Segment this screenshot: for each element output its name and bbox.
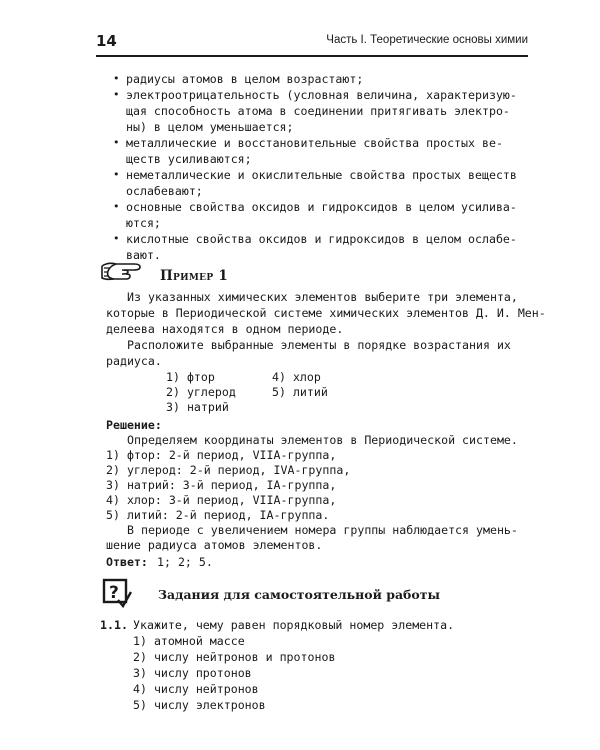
solution-item: 4) хлор: 3-й период, VIIA-группа, — [106, 493, 337, 507]
question-option: 5) числу электронов — [133, 698, 266, 712]
bullet-line: металлические и восстановительные свойства простых ве- — [126, 136, 503, 150]
bullet-line: щая способность атома в соединении притягивать электро- — [126, 104, 510, 118]
bullet-line: основные свойства оксидов и гидроксидов в целом усилива- — [126, 200, 517, 214]
bullet-line: вают. — [126, 248, 161, 262]
example-option: 3) натрий — [166, 400, 229, 414]
solution-item: 1) фтор: 2-й период, VIIA-группа, — [106, 448, 337, 462]
tasks-section-title: Задания для самостоятельной работы — [158, 587, 441, 602]
pointing-hand-icon — [100, 258, 144, 284]
solution-intro: Определяем координаты элементов в Периодической системе. — [127, 433, 518, 447]
bullet-icon: • — [113, 136, 120, 149]
bullet-line: ществ усиливаются; — [126, 152, 252, 166]
bullet-icon: • — [113, 232, 120, 245]
question-option: 2) числу нейтронов и протонов — [133, 650, 336, 664]
running-title: Часть I. Теоретические основы химии — [326, 34, 528, 46]
answer-value: 1; 2; 5. — [157, 555, 213, 569]
example-option: 2) углерод — [166, 385, 236, 399]
example-title: Пример 1 — [160, 268, 229, 284]
bullet-icon: • — [113, 88, 120, 101]
question-option: 4) числу нейтронов — [133, 682, 259, 696]
bullet-icon: • — [113, 200, 120, 213]
header-rule — [96, 55, 528, 57]
conclusion-line: шение радиуса атомов элементов. — [106, 538, 323, 552]
example-task-line: которые в Периодической системе химических элементов Д. И. Мен- — [106, 306, 546, 320]
bullet-icon: • — [113, 168, 120, 181]
bullet-line: неметаллические и окислительные свойства простых веществ — [126, 168, 517, 182]
example-task-line: Из указанных химических элементов выберите три элемента, — [127, 290, 518, 304]
question-option: 1) атомной массе — [133, 634, 245, 648]
solution-item: 5) литий: 2-й период, IA-группа. — [106, 508, 330, 522]
bullet-line: ны) в целом уменьшается; — [126, 120, 294, 134]
bullet-line: радиусы атомов в целом возрастают; — [126, 72, 364, 86]
example-task-line: делеева находятся в одном периоде. — [106, 322, 344, 336]
example-task-line: радиуса. — [106, 354, 162, 368]
page-header — [96, 32, 528, 52]
page-number: 14 — [96, 32, 117, 50]
bullet-icon: • — [113, 72, 120, 85]
question-option: 3) числу протонов — [133, 666, 252, 680]
bullet-line: электроотрицательность (условная величина, характеризую- — [126, 88, 517, 102]
example-option: 4) хлор — [272, 370, 321, 384]
solution-label: Решение: — [106, 418, 162, 432]
bullet-line: ются; — [126, 216, 161, 230]
svg-text:?: ? — [109, 583, 119, 603]
question-checkbox-icon — [102, 578, 132, 608]
bullet-line: ослабевают; — [126, 184, 203, 198]
solution-item: 3) натрий: 3-й период, IA-группа, — [106, 478, 337, 492]
example-task-line: Расположите выбранные элементы в порядке возрастания их — [127, 338, 511, 352]
bullet-line: кислотные свойства оксидов и гидроксидов в целом ослабе- — [126, 232, 517, 246]
example-option: 1) фтор — [166, 370, 215, 384]
answer-label: Ответ: — [106, 555, 148, 569]
question-number: 1.1. — [100, 618, 128, 632]
question-text: Укажите, чему равен порядковый номер элемента. — [133, 618, 455, 632]
example-option: 5) литий — [272, 385, 328, 399]
solution-item: 2) углерод: 2-й период, IVA-группа, — [106, 463, 351, 477]
conclusion-line: В периоде с увеличением номера группы наблюдается умень- — [127, 523, 518, 537]
